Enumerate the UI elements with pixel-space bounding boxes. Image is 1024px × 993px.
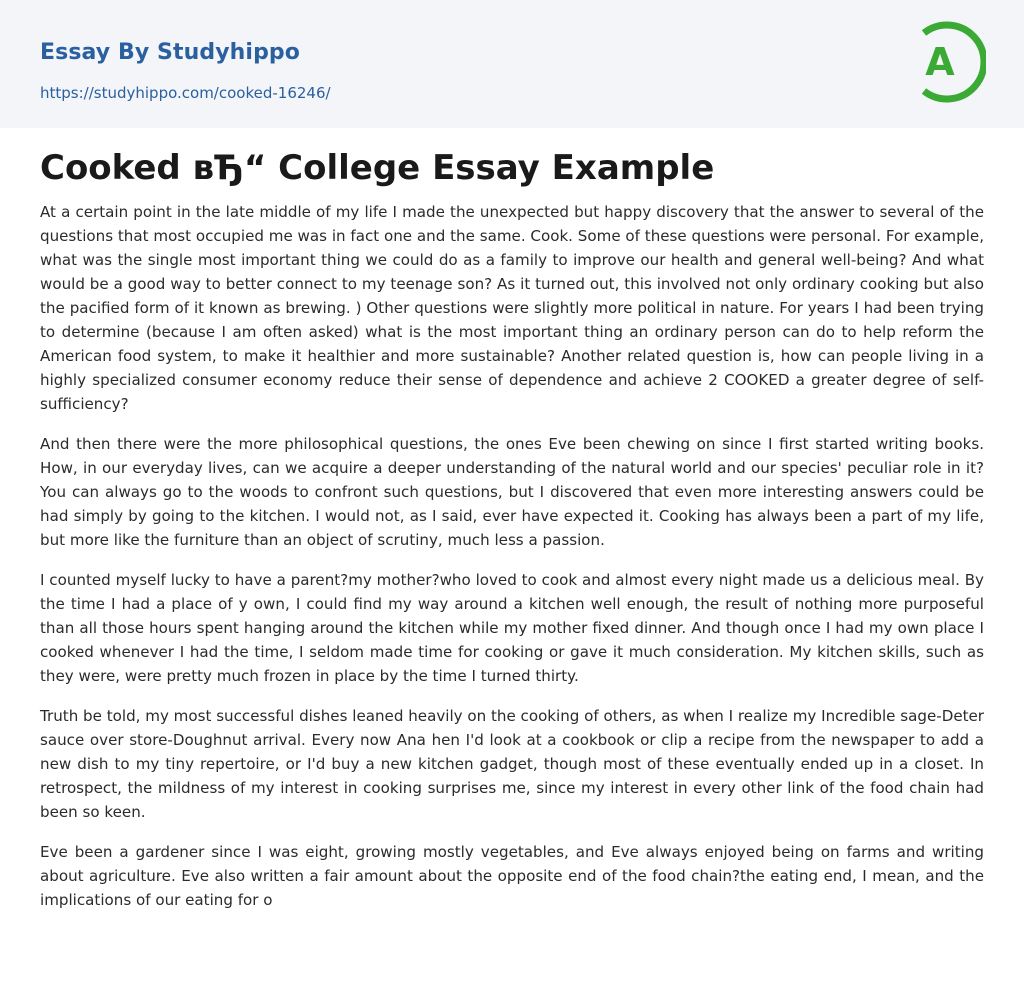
brand-title[interactable]: Essay By Studyhippo [40,40,300,65]
essay-title: Cooked вЂ“ College Essay Example [40,148,715,188]
source-url-link[interactable]: https://studyhippo.com/cooked-16246/ [40,84,331,102]
essay-paragraph-4: Truth be told, my most successful dishes leaned heavily on the cooking of others, as when I realize my Incredible sage-Deter sauce over store-Doughnut arrival. Every now Ana hen I'd look at a cookbook or clip a recipe from the newspaper to add a new dish to my tiny repertoire, or I'd buy a new kitchen gadget, though most of these eventually ended up in a closet. In retrospect, the mildness of my interest in cooking surprises me, since my interest in every other link of the food chain had been so keen. [40,707,985,821]
essay-paragraph-3: I counted myself lucky to have a parent?my mother?who loved to cook and almost every night made us a delicious meal. By the time I had a place of y own, I could find my way around a kitchen well enough, the result of nothing more purposeful than all those hours spent hanging around the kitchen while my mother fixed dinner. And though once I had my own place I cooked whenever I had the time, I seldom made time for cooking or gave it much consideration. My kitchen skills, such as they were, were pretty much frozen in place by the time I turned thirty. [40,571,984,685]
logo-letter: A [925,40,955,84]
studyhippo-logo-icon[interactable] [912,20,986,104]
site-header [0,0,1024,128]
essay-paragraph-2: And then there were the more philosophical questions, the ones Eve been chewing on since I first started writing books. How, in our everyday lives, can we acquire a deeper understanding of the natural world and our species' peculiar role in it? You can always go to the woods to confront such questions, but I discovered that even more interesting answers could be had simply by going to the kitchen. I would not, as I said, ever have expected it. Cooking has always been a part of my life, but more like the furniture than an object of scrutiny, much less a passion. [40,435,984,549]
essay-paragraph-5: Eve been a gardener since I was eight, growing mostly vegetables, and Eve always enjoyed being on farms and writing about agriculture. Eve also written a fair amount about the opposite end of the food chain?the eating end, I mean, and the implications of our eating for o [40,843,984,909]
essay-paragraph-1: At a certain point in the late middle of my life I made the unexpected but happy discovery that the answer to several of the questions that most occupied me was in fact one and the same. Cook. Some of these questions were personal. For example, what was the single most important thing we could do as a family to improve our health and general well-being? And what would be a good way to better connect to my teenage son? As it turned out, this involved not only ordinary cooking but also the pacified form of it known as brewing. ) Other questions were slightly more political in nature. For years I had been trying to determine (because I am often asked) what is the most important thing an ordinary person can do to help reform the American food system, to make it healthier and more sustainable? Another related question is, how can people living in a highly specialized consumer economy reduce their sense of dependence and achieve 2 COOKED a greater degree of self-sufficiency? [40,203,984,413]
essay-body [40,200,984,928]
